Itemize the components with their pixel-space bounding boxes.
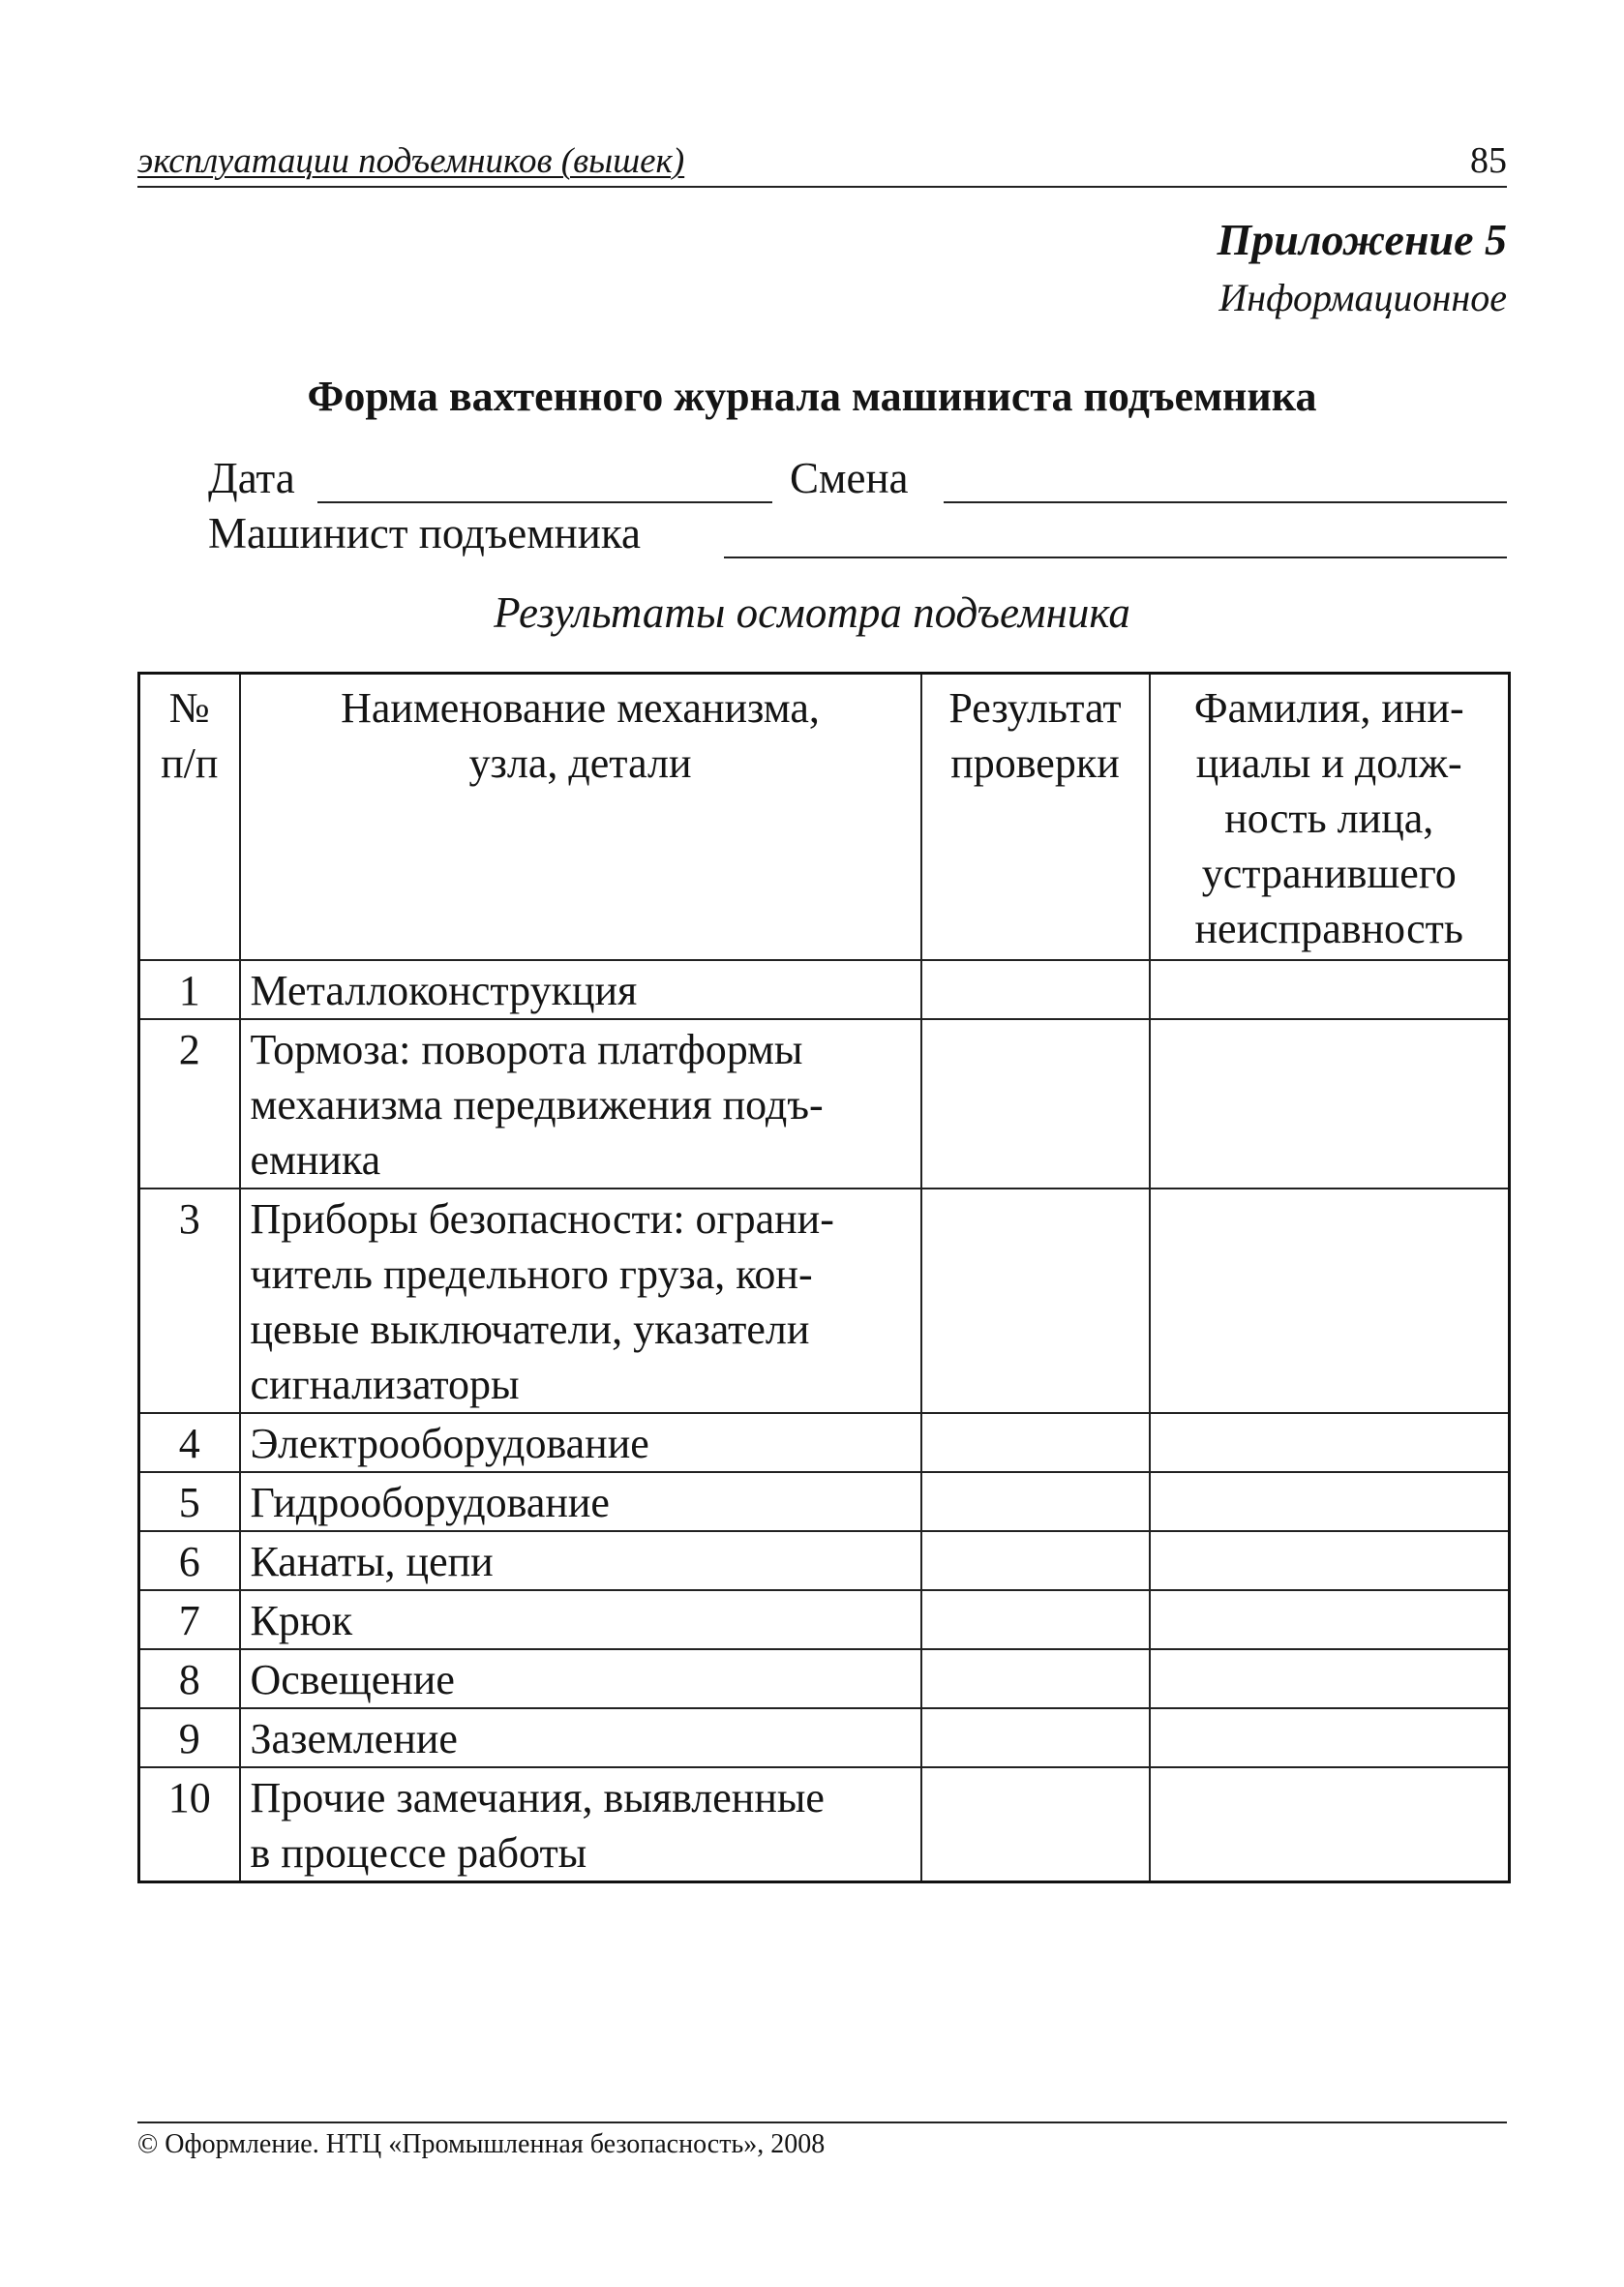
row-person-cell[interactable] [1150, 1649, 1510, 1708]
operator-field-label: Машинист подъемника [208, 509, 641, 557]
row-number: 5 [139, 1472, 240, 1531]
row-name: Тормоза: поворота платформы механизма передвижения подъ- емника [240, 1019, 921, 1189]
row-result-cell[interactable] [921, 1189, 1150, 1413]
row-name: Канаты, цепи [240, 1531, 921, 1590]
date-field-label: Дата [208, 454, 295, 502]
table-row [139, 1189, 1510, 1413]
row-number: 4 [139, 1413, 240, 1472]
appendix-label: Приложение 5 [1217, 215, 1507, 264]
row-name: Электрооборудование [240, 1413, 921, 1472]
table-header-row [139, 674, 1510, 960]
row-person-cell[interactable] [1150, 1413, 1510, 1472]
row-person-cell[interactable] [1150, 1472, 1510, 1531]
date-field-line [317, 501, 772, 503]
inspection-table [137, 672, 1511, 1883]
row-person-cell[interactable] [1150, 1531, 1510, 1590]
page-number: 85 [1470, 140, 1507, 181]
row-result-cell[interactable] [921, 1590, 1150, 1649]
row-number: 1 [139, 960, 240, 1019]
table-row [139, 960, 1510, 1019]
header-result: Результат проверки [921, 674, 1150, 960]
shift-field-label: Смена [790, 454, 909, 502]
table-row [139, 1649, 1510, 1708]
row-name: Заземление [240, 1708, 921, 1767]
running-title: эксплуатации подъемников (вышек) [137, 141, 685, 181]
table-row [139, 1708, 1510, 1767]
row-number: 2 [139, 1019, 240, 1189]
row-person-cell[interactable] [1150, 1590, 1510, 1649]
table-row [139, 1590, 1510, 1649]
shift-field-line [944, 501, 1507, 503]
row-number: 10 [139, 1767, 240, 1882]
row-name: Гидрооборудование [240, 1472, 921, 1531]
row-result-cell[interactable] [921, 1649, 1150, 1708]
row-name: Освещение [240, 1649, 921, 1708]
row-person-cell[interactable] [1150, 1189, 1510, 1413]
row-number: 3 [139, 1189, 240, 1413]
row-result-cell[interactable] [921, 1767, 1150, 1882]
row-result-cell[interactable] [921, 1472, 1150, 1531]
header-number: № п/п [139, 674, 240, 960]
row-name: Крюк [240, 1590, 921, 1649]
header-name: Наименование механизма, узла, детали [240, 674, 921, 960]
row-result-cell[interactable] [921, 1708, 1150, 1767]
table-row [139, 1019, 1510, 1189]
copyright-footer: © Оформление. НТЦ «Промышленная безопасность», 2008 [137, 2121, 1507, 2160]
table-row [139, 1531, 1510, 1590]
row-name: Приборы безопасности: ограни- читель предельного груза, кон- цевые выключатели, указатели сигнализаторы [240, 1189, 921, 1413]
row-number: 9 [139, 1708, 240, 1767]
table-row [139, 1767, 1510, 1882]
table-row [139, 1413, 1510, 1472]
table-row [139, 1472, 1510, 1531]
row-result-cell[interactable] [921, 1531, 1150, 1590]
operator-field-line [724, 557, 1507, 558]
row-person-cell[interactable] [1150, 1708, 1510, 1767]
section-caption: Результаты осмотра подъемника [494, 588, 1130, 637]
row-result-cell[interactable] [921, 1019, 1150, 1189]
header-person: Фамилия, ини- циалы и долж- ность лица, устранившего неисправность [1150, 674, 1510, 960]
row-number: 7 [139, 1590, 240, 1649]
row-result-cell[interactable] [921, 1413, 1150, 1472]
row-name: Прочие замечания, выявленные в процессе работы [240, 1767, 921, 1882]
row-number: 6 [139, 1531, 240, 1590]
row-person-cell[interactable] [1150, 1019, 1510, 1189]
row-person-cell[interactable] [1150, 960, 1510, 1019]
form-title: Форма вахтенного журнала машиниста подъемника [307, 373, 1317, 420]
row-number: 8 [139, 1649, 240, 1708]
page-header [137, 135, 1507, 188]
appendix-type: Информационное [1218, 276, 1507, 319]
row-person-cell[interactable] [1150, 1767, 1510, 1882]
row-name: Металлоконструкция [240, 960, 921, 1019]
row-result-cell[interactable] [921, 960, 1150, 1019]
